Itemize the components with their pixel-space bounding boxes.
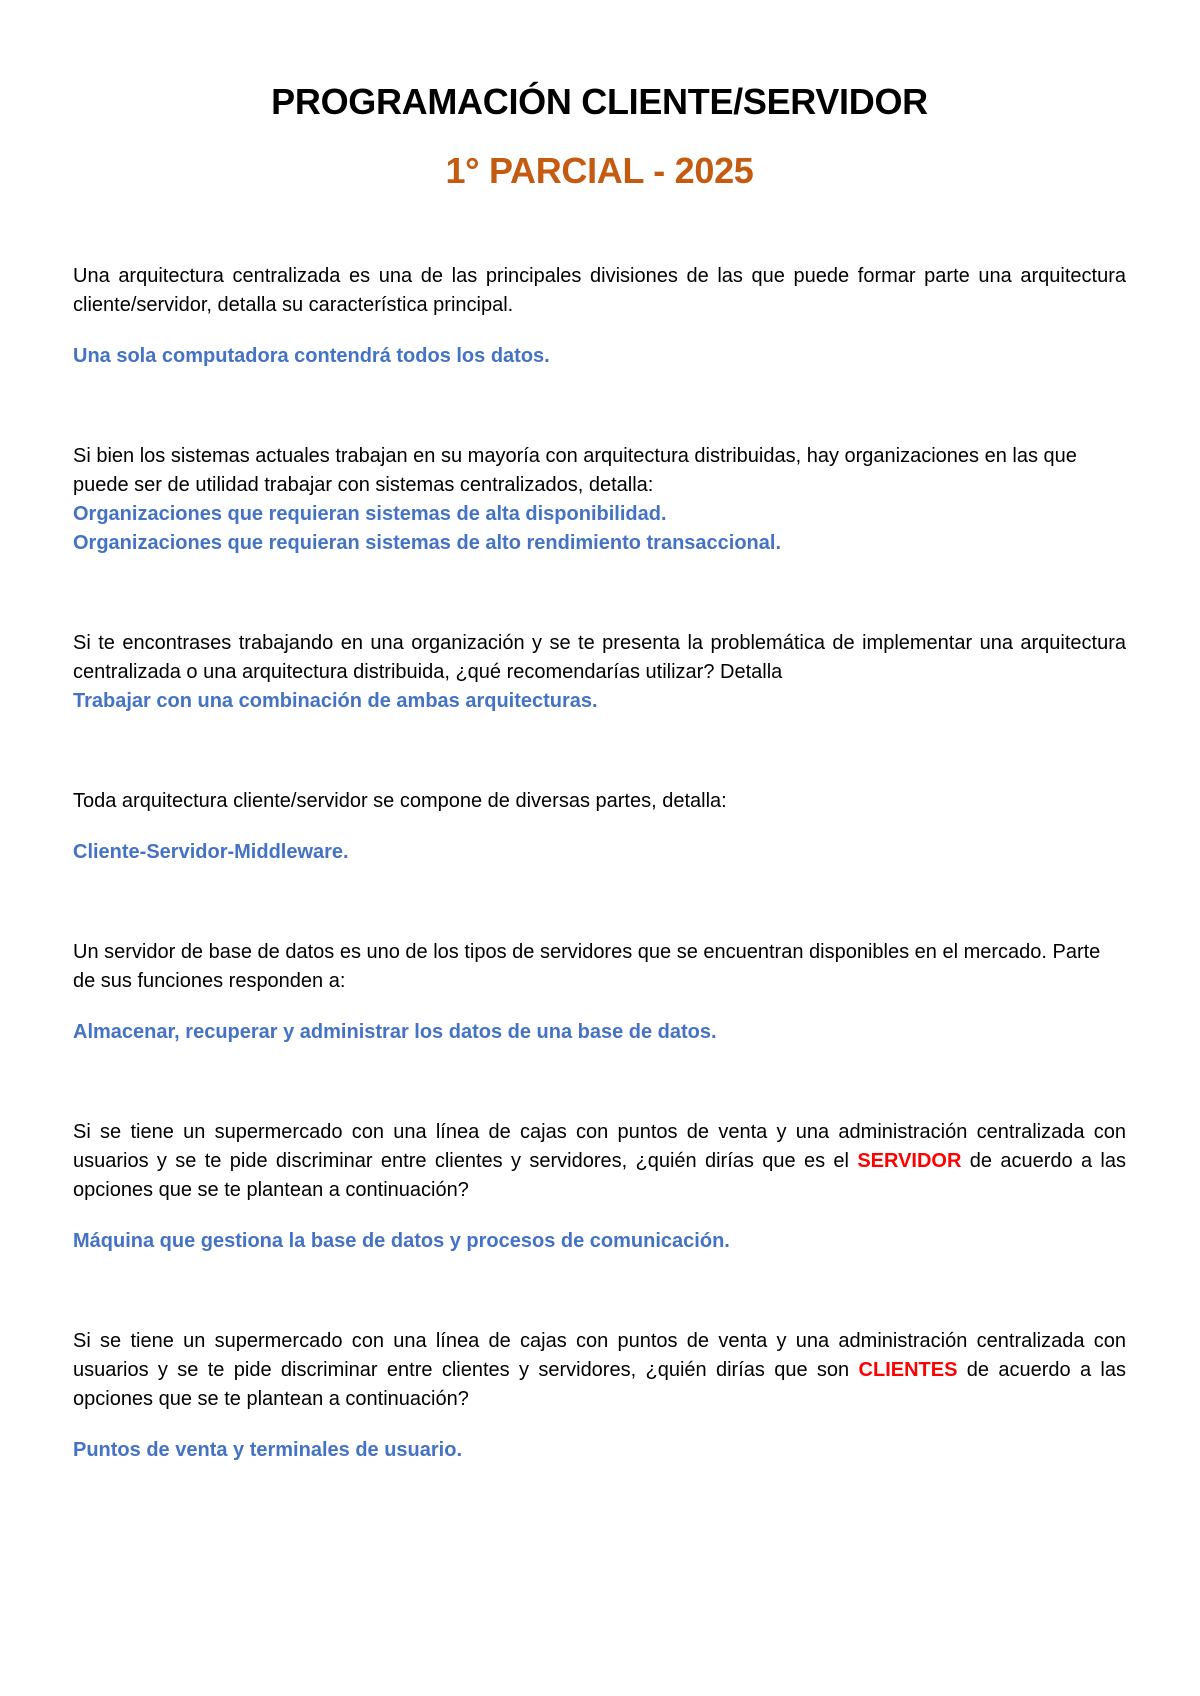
answer-5: Almacenar, recuperar y administrar los datos de una base de datos. xyxy=(73,1021,717,1043)
question-7-text-before: Si se tiene un supermercado con una línea de cajas con puntos de venta y una administración centralizada con usuarios y se te pide discriminar entre clientes y servidores, ¿quién dirías que son xyxy=(73,1330,1126,1381)
questions-section xyxy=(73,262,1126,1465)
question-2: Si bien los sistemas actuales trabajan en su mayoría con arquitectura distribuidas, hay organizaciones en las que puede ser de utilidad trabajar con sistemas centralizados, detalla: xyxy=(73,445,1077,496)
answer-7: Puntos de venta y terminales de usuario. xyxy=(73,1439,463,1461)
answer-1: Una sola computadora contendrá todos los datos. xyxy=(73,345,550,367)
answer-6: Máquina que gestiona la base de datos y procesos de comunicación. xyxy=(73,1230,730,1252)
question-4: Toda arquitectura cliente/servidor se compone de diversas partes, detalla: xyxy=(73,790,727,812)
answer-2a: Organizaciones que requieran sistemas de alta disponibilidad. xyxy=(73,503,667,525)
document-title: PROGRAMACIÓN CLIENTE/SERVIDOR xyxy=(271,81,928,122)
question-6-highlight: SERVIDOR xyxy=(857,1150,962,1172)
answer-4: Cliente-Servidor-Middleware. xyxy=(73,841,349,863)
document-subtitle: 1° PARCIAL - 2025 xyxy=(445,150,754,191)
question-7-text-after: de acuerdo a las opciones que se te plantean a continuación? xyxy=(73,1359,1127,1410)
question-5: Un servidor de base de datos es uno de los tipos de servidores que se encuentran disponibles en el mercado. Parte de sus funciones responden a: xyxy=(73,941,1101,992)
question-6-text-after: de acuerdo a las opciones que se te plantean a continuación? xyxy=(73,1150,1126,1201)
question-3: Si te encontrases trabajando en una organización y se te presenta la problemática de implementar una arquitectura centralizada o una arquitectura distribuida, ¿qué recomendarías utilizar? Detalla xyxy=(73,632,1126,683)
question-1: Una arquitectura centralizada es una de las principales divisiones de las que puede formar parte una arquitectura cliente/servidor, detalla su característica principal. xyxy=(73,265,1126,316)
question-7 xyxy=(73,1327,1126,1414)
question-6 xyxy=(73,1118,1126,1205)
answer-3: Trabajar con una combinación de ambas arquitecturas. xyxy=(73,690,598,712)
answer-2b: Organizaciones que requieran sistemas de alto rendimiento transaccional. xyxy=(73,532,781,554)
question-6-text-before: Si se tiene un supermercado con una línea de cajas con puntos de venta y una administración centralizada con usuarios y se te pide discriminar entre clientes y servidores, ¿quién dirías que es el xyxy=(73,1121,1126,1172)
question-7-highlight: CLIENTES xyxy=(858,1359,958,1381)
